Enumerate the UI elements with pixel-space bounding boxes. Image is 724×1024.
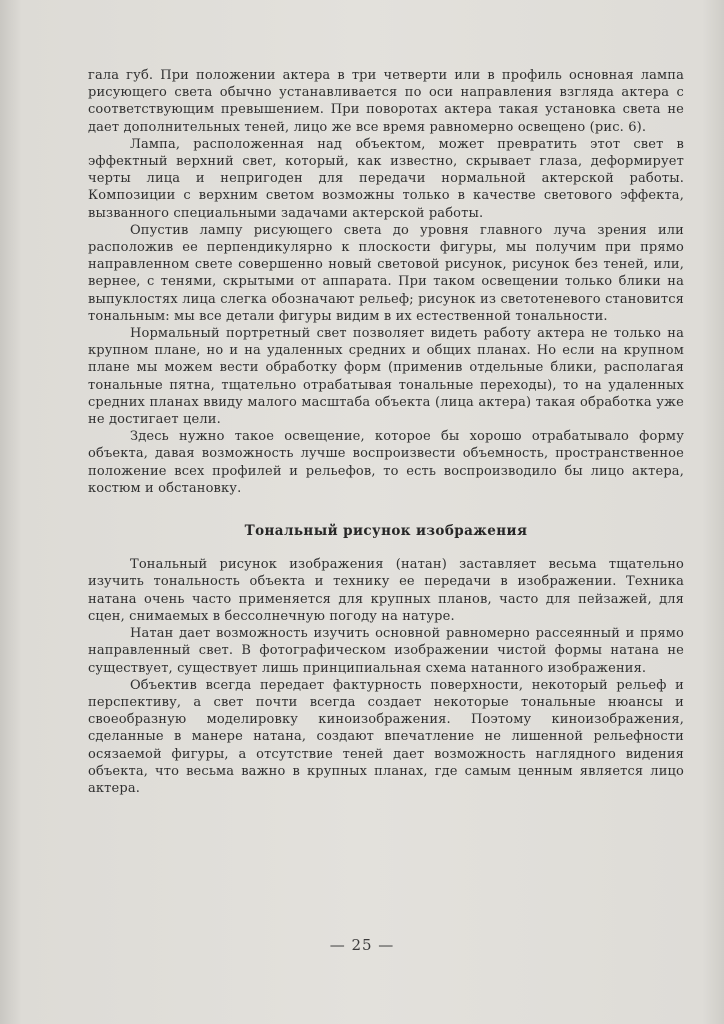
paragraph-8: Объектив всегда передает фактурность поверхности, некоторый рельеф и перспективу, а свет почти всегда создает некоторые тональные нюансы и своеобразную моделировку киноизображения. Поэтому киноизображения, сделанные в манере натана, создают впечатление не лишенной рельефности осязаемой фигуры, а отсутствие теней дает возможность наглядного видения объекта, что весьма важно в крупных планах, где самым ценным является лицо актера.: [88, 677, 684, 796]
paragraph-6: Тональный рисунок изображения (натан) заставляет весьма тщательно изучить тональность объекта и технику ее передачи в изображении. Техника натана очень часто применяется для крупных планов, часто для пейзажей, для сцен, снимаемых в бессолнечную погоду на натуре.: [88, 557, 684, 624]
paragraph-5: Здесь нужно такое освещение, которое бы хорошо отрабатывало форму объекта, давая возможность лучше воспроизвести объемность, пространственное положение всех профилей и рельефов, то есть воспроизводило бы лицо актера, костюм и обстановку.: [88, 429, 684, 496]
section-heading: Тональный рисунок изображения: [244, 523, 528, 540]
paragraph-7: Натан дает возможность изучить основной равномерно рассеянный и прямо направленный свет. В фотографическом изображении чистой формы натана не существует, существует лишь принципиальная схема натанного изображения.: [88, 626, 684, 676]
paragraph-1: гала губ. При положении актера в три четверти или в профиль основная лампа рисующего света обычно устанавливается по оси направления взгляда актера с соответствующим превышением. При поворотах актера такая установка света не дает дополнительных теней, лицо же все время равномерно освещено (рис. 6).: [88, 68, 684, 135]
paragraph-2: Лампа, расположенная над объектом, может превратить этот свет в эффектный верхний свет, который, как известно, скрывает глаза, деформирует черты лица и непригоден для передачи нормальной актерской работы. Композиции с верхним светом возможны только в качестве светового эффекта, вызванного специальными задачами актерской работы.: [88, 136, 684, 221]
paragraph-3: Опустив лампу рисующего света до уровня главного луча зрения или расположив ее перпендикулярно к плоскости фигуры, мы получим при прямо направленном свете совершенно новый световой рисунок, рисунок без теней, или, вернее, с тенями, скрытыми от аппарата. При таком освещении только блики на выпуклостях лица слегка обозначают рельеф; рисунок из светотеневого становится тональным: мы все детали фигуры видим в их естественной тональности.: [88, 222, 684, 324]
paragraph-4: Нормальный портретный свет позволяет видеть работу актера не только на крупном плане, но и на удаленных средних и общих планах. Но если на крупном плане мы можем вести обработку форм (применив отдельные блики, располагая тональные пятна, тщательно отрабатывая тональные переходы), то на удаленных средних планах ввиду малого масштаба объекта (лица актера) такая обработка уже не достигает цели.: [88, 326, 684, 428]
page-text-block: [88, 67, 684, 797]
page-number: — 25 —: [329, 936, 395, 954]
